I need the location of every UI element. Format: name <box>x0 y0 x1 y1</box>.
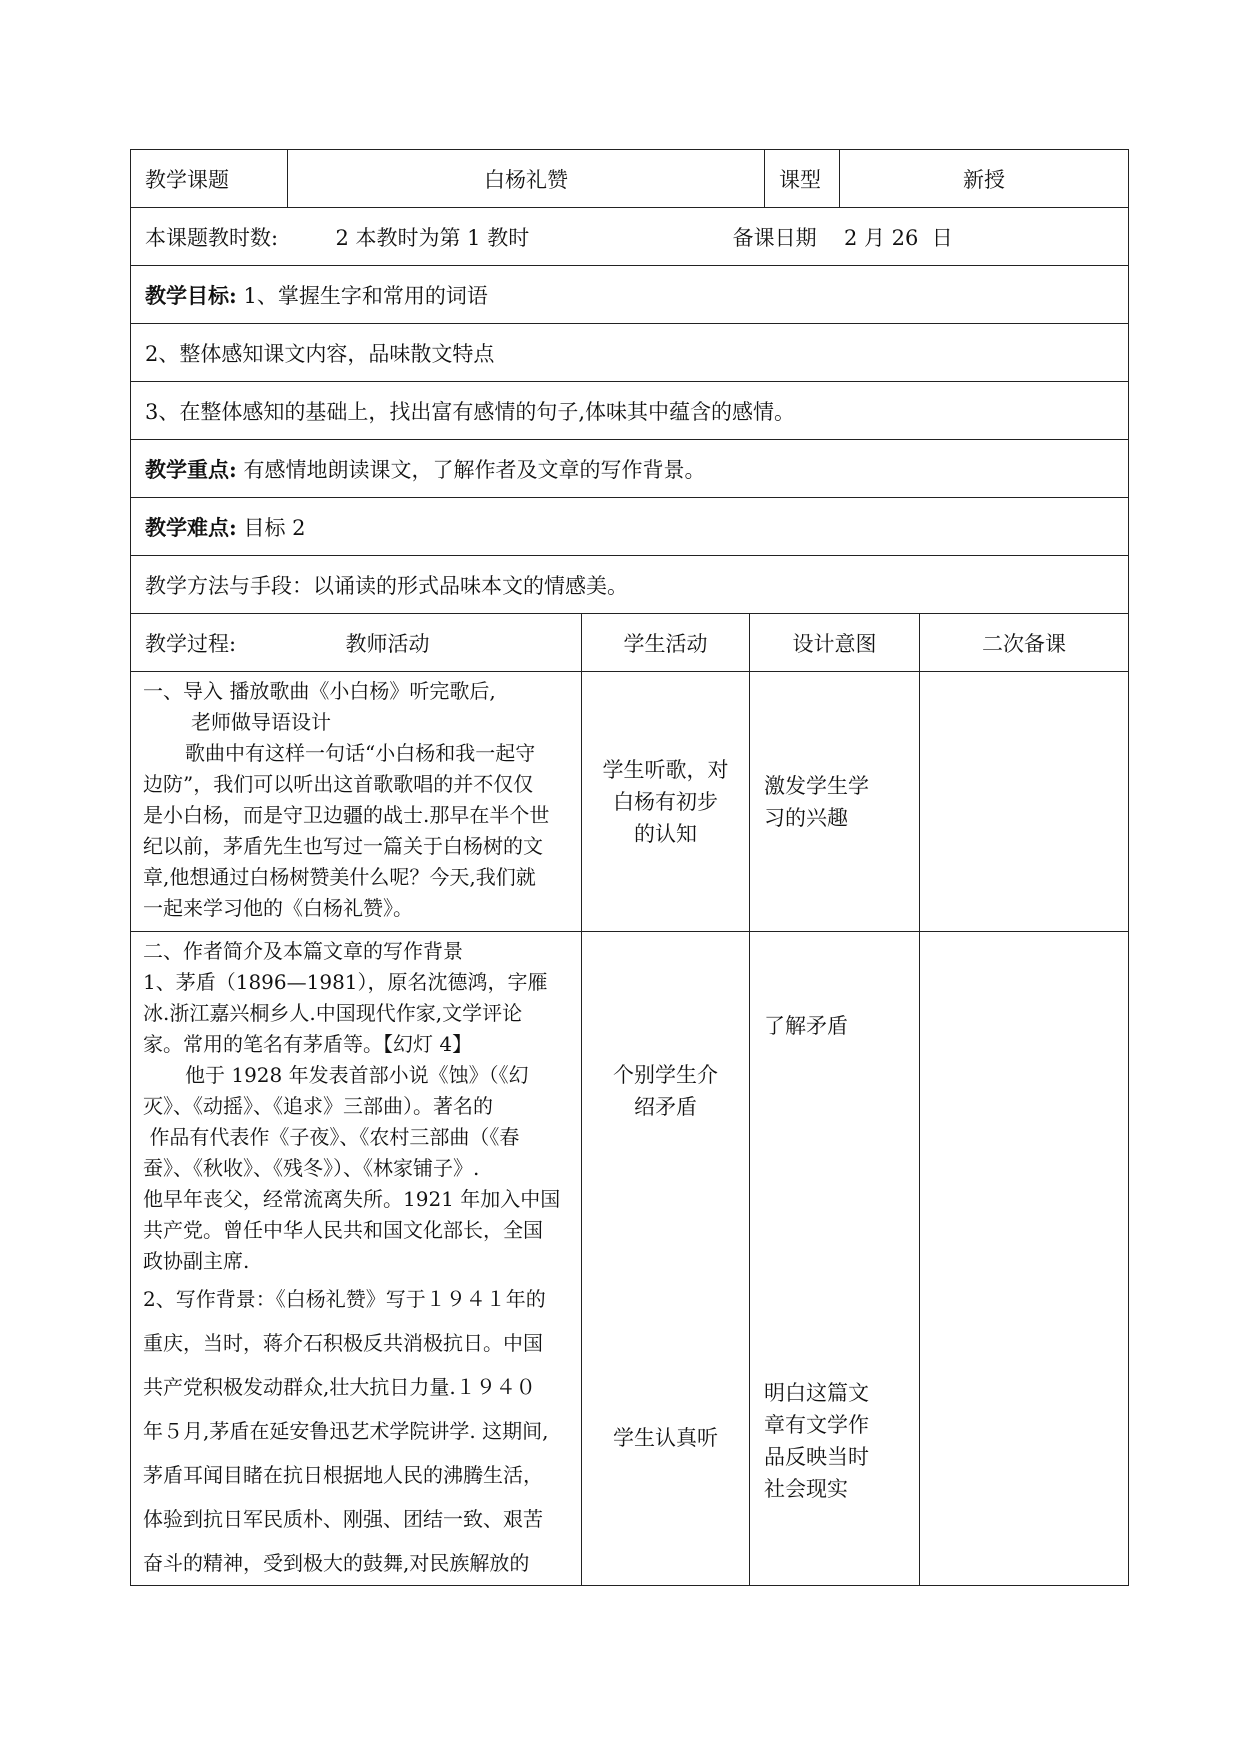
objective-2: 2、整体感知课文内容，品味散文特点 <box>131 324 1129 382</box>
author-line: 蚕》、《秋收》、《残冬》）、《林家铺子》. <box>143 1156 480 1180</box>
difficulty-value: 目标 2 <box>243 515 306 540</box>
background-line: 2、写作背景：《白杨礼赞》写于１９４１年的 <box>143 1287 546 1311</box>
author-line: 家。常用的笔名有茅盾等。【幻灯 4】 <box>143 1032 473 1056</box>
key-point-label: 教学重点: <box>145 456 237 482</box>
intent-line: 明白这篇文 <box>764 1381 869 1405</box>
background-line: 年５月,茅盾在延安鲁迅艺术学院讲学. 这期间, <box>143 1419 549 1443</box>
intent-line: 激发学生学 <box>764 773 869 798</box>
background-line: 共产党积极发动群众,壮大抗日力量.１９４０ <box>143 1375 536 1399</box>
topic-row <box>131 150 1129 208</box>
intent-line: 章有文学作 <box>764 1413 869 1437</box>
author-second-prep-cell <box>920 932 1129 1586</box>
intro-line: 章,他想通过白杨树赞美什么呢？今天,我们就 <box>143 865 536 889</box>
author-line: 作品有代表作《子夜》、《农村三部曲（《春 <box>143 1125 520 1149</box>
student-line: 学生听歌，对 <box>602 757 729 782</box>
objectives-label: 教学目标: <box>145 282 237 308</box>
background-line: 茅盾耳闻目睹在抗日根据地人民的沸腾生活， <box>143 1463 543 1487</box>
author-teacher-cell <box>131 932 582 1586</box>
process-row-author <box>131 932 1129 1586</box>
intent-block-a <box>764 1010 848 1042</box>
hours-value: 2 本教时为第 1 教时 <box>335 225 530 250</box>
date-value: 2 月 26 日 <box>843 225 953 250</box>
method-text: 教学方法与手段：以诵读的形式品味本文的情感美。 <box>131 556 1129 614</box>
type-label: 课型 <box>765 150 840 208</box>
hours-cell <box>131 208 1129 266</box>
objective-1: 1、掌握生字和常用的词语 <box>243 283 488 308</box>
student-line: 的认知 <box>634 821 697 846</box>
intro-second-prep-cell <box>920 672 1129 932</box>
process-row-intro <box>131 672 1129 932</box>
background-line: 重庆，当时，蒋介石积极反共消极抗日。中国 <box>143 1331 543 1355</box>
intro-line: 一、导入 播放歌曲《小白杨》听完歌后, <box>143 679 496 703</box>
author-line: 二、作者简介及本篇文章的写作背景 <box>143 939 463 963</box>
intro-line: 一起来学习他的《白杨礼赞》。 <box>143 896 413 920</box>
intent-line: 了解矛盾 <box>764 1014 848 1038</box>
second-prep-header: 二次备课 <box>920 614 1129 672</box>
difficulty-row <box>131 498 1129 556</box>
lesson-plan-table <box>130 149 1129 1586</box>
intro-line: 纪以前，茅盾先生也写过一篇关于白杨树的文 <box>143 834 543 858</box>
student-block-a <box>582 1059 749 1123</box>
intro-line: 老师做导语设计 <box>191 710 331 734</box>
intro-line: 边防”，我们可以听出这首歌歌唱的并不仅仅 <box>143 772 534 796</box>
author-line: 共产党。曾任中华人民共和国文化部长，全国 <box>143 1218 543 1242</box>
key-point-row <box>131 440 1129 498</box>
author-intent-cell <box>750 932 920 1586</box>
intro-line: 是小白杨，而是守卫边疆的战士.那早在半个世 <box>143 803 550 827</box>
background-line: 奋斗的精神，受到极大的鼓舞,对民族解放的 <box>143 1551 530 1575</box>
teacher-activity-header: 教师活动 <box>345 631 430 656</box>
key-point-value: 有感情地朗读课文，了解作者及文章的写作背景。 <box>243 457 706 482</box>
intent-line: 品反映当时 <box>764 1445 869 1469</box>
difficulty-label: 教学难点: <box>145 514 237 540</box>
student-line: 白杨有初步 <box>613 789 718 814</box>
intent-line: 社会现实 <box>764 1477 848 1501</box>
process-header-row <box>131 614 1129 672</box>
student-line: 个别学生介 <box>613 1063 718 1087</box>
intro-line: 歌曲中有这样一句话“小白杨和我一起守 <box>185 741 536 765</box>
background-line: 体验到抗日军民质朴、刚强、团结一致、艰苦 <box>143 1507 543 1531</box>
objective-row-2 <box>131 324 1129 382</box>
author-line: 灭》、《动摇》、《追求》三部曲）。著名的 <box>143 1094 493 1118</box>
date-label: 备课日期 <box>732 225 817 250</box>
intro-intent-cell <box>750 672 920 932</box>
student-line: 学生认真听 <box>613 1426 718 1450</box>
student-block-b <box>582 1422 749 1454</box>
intent-line: 习的兴趣 <box>764 805 848 830</box>
author-student-cell <box>582 932 750 1586</box>
objective-row-3 <box>131 382 1129 440</box>
method-row <box>131 556 1129 614</box>
intro-student-cell <box>582 672 750 932</box>
author-line: 政协副主席. <box>143 1249 250 1273</box>
author-line: 他早年丧父，经常流离失所。1921 年加入中国 <box>143 1187 561 1211</box>
student-activity-header: 学生活动 <box>582 614 750 672</box>
student-line: 绍矛盾 <box>634 1095 697 1119</box>
author-line: 冰.浙江嘉兴桐乡人.中国现代作家,文学评论 <box>143 1001 523 1025</box>
process-label: 教学过程: <box>145 631 237 656</box>
hours-row <box>131 208 1129 266</box>
author-line: 1、茅盾（1896—1981），原名沈德鸿，字雁 <box>143 970 548 994</box>
intent-block-b <box>764 1377 869 1505</box>
topic-label: 教学课题 <box>131 150 288 208</box>
author-line: 他于 1928 年发表首部小说《蚀》（《幻 <box>185 1063 529 1087</box>
design-intent-header: 设计意图 <box>750 614 920 672</box>
topic-value: 白杨礼赞 <box>288 150 765 208</box>
hours-label: 本课题教时数: <box>145 225 279 250</box>
objective-3: 3、在整体感知的基础上，找出富有感情的句子,体味其中蕴含的感情。 <box>131 382 1129 440</box>
objective-row-1 <box>131 266 1129 324</box>
type-value: 新授 <box>840 150 1129 208</box>
intro-teacher-cell <box>131 672 582 932</box>
